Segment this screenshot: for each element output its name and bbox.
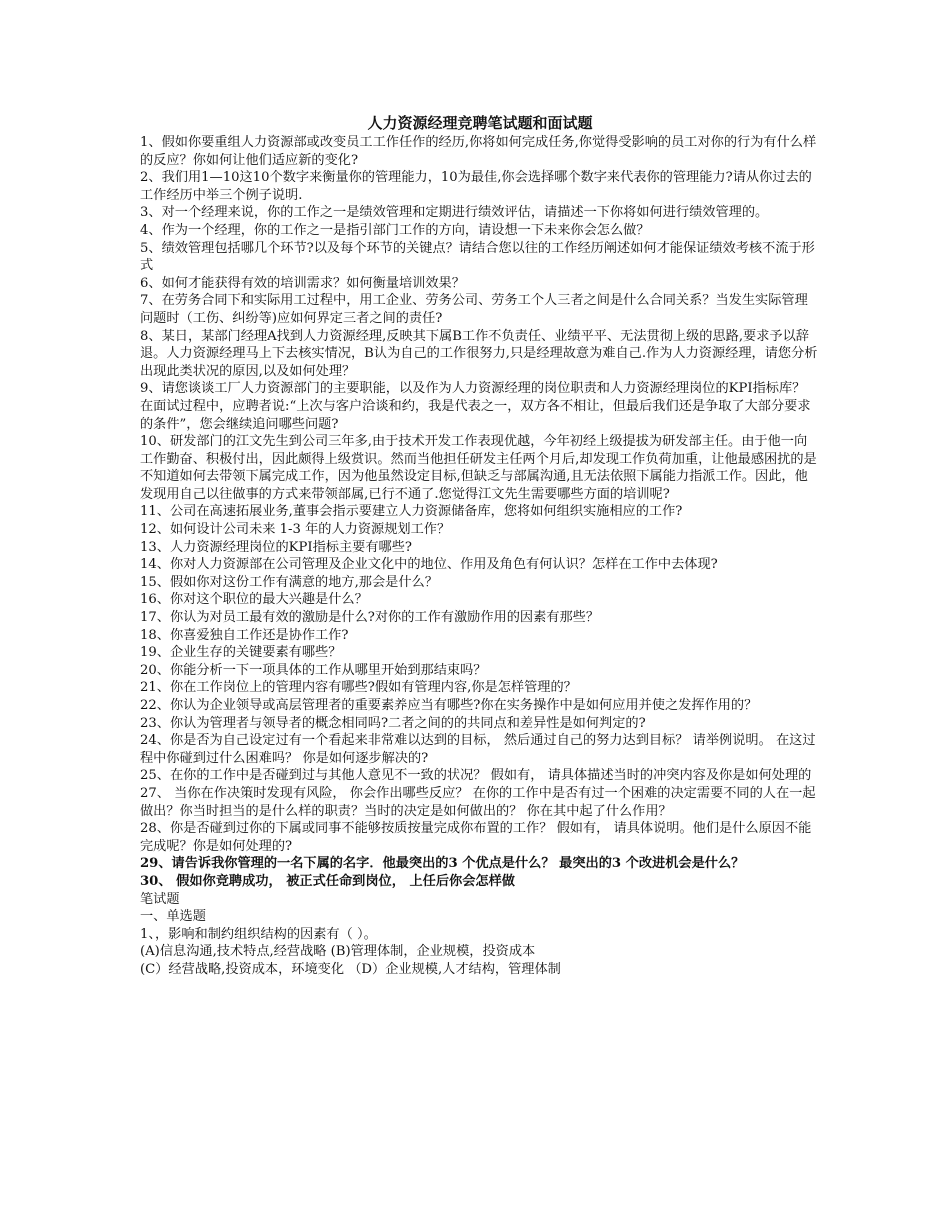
question-12: 12、如何设计公司未来 1-3 年的人力资源规划工作？ [140,522,451,538]
question-22: 22、你认为企业领导或高层管理者的重要素养应当有哪些?你在实务操作中是如何应用并使之发挥作用的？ [140,698,758,713]
question-23: 23、你认为管理者与领导者的概念相同吗?二者之间的的共同点和差异性是如何判定的? [140,715,646,731]
question-13: 13、人力资源经理岗位的KPI指标主要有哪些? [140,539,412,555]
document-title: 人力资源经理竞聘笔试题和面试题 [367,114,593,132]
choice-options-cd: (C）经营战略,投资成本，环境变化 （D）企业规模,人才结构，管理体制 [140,961,561,977]
question-10: 10、研发部门的江文先生到公司三年多,由于技术开发工作表现优越，今年初经上级提拔为研发部主任。由于他一向工作勤奋、积极付出，因此颇得上级赏识。然而当他担任研发主任两个月后,却发现工作负荷加重，让他最感困扰的是不知道如何去带领下属完成工作，因为他虽然设定目标,但缺乏与部属沟通,且无法依照下属能力指派工作。因此，他发现用自己以往做事的方式来带领部属,已行不通了.您觉得江文先生需要哪些方面的培训呢? [140,434,817,502]
question-3: 3、对一个经理来说，你的工作之一是绩效管理和定期进行绩效评估，请描述一下你将如何进行绩效管理的。 [140,205,769,221]
question-6: 6、如何才能获得有效的培训需求？如何衡量培训效果？ [140,275,465,291]
question-19: 19、企业生存的关键要素有哪些？ [140,645,342,661]
interview-followup: 在面试过程中，应聘者说:“上次与客户洽谈和约，我是代表之一，双方各不相让，但最后我们还是争取了大部分要求的条件”，您会继续追问哪些问题? [140,398,811,432]
question-15: 15、假如你对这份工作有满意的地方,那会是什么？ [140,574,438,590]
question-27: 27、 当你在作决策时发现有风险， 你会作出哪些反应？ 在你的工作中是否有过一个困难的决定需要不同的人在一起做出？你当时担当的是什么样的职责？当时的决定是如何做出的？ 你在其中起了什么作用？ [140,785,816,819]
question-25: 25、在你的工作中是否碰到过与其他人意见不一致的状况？ 假如有， 请具体描述当时的冲突内容及你是如何处理的 [140,768,812,784]
question-21: 21、你在工作岗位上的管理内容有哪些?假如有管理内容,你是怎样管理的？ [140,680,577,696]
question-8: 8、某日，某部门经理A找到人力资源经理,反映其下属B工作不负责任、业绩平平、无法贯彻上级的思路,要求予以辞退。人力资源经理马上下去核实情况，B认为自己的工作很努力,只是经理故意为难自己.作为人力资源经理，请您分析出现此类状况的原因,以及如何处理？ [140,328,818,379]
choice-question-1: 1、，影响和制约组织结构的因素有（ ）。 [140,926,377,942]
section-single-choice: 一、单选题 [140,909,206,925]
question-7: 7、在劳务合同下和实际用工过程中，用工企业、劳务公司、劳务工个人三者之间是什么合同关系？当发生实际管理问题时（工伤、纠纷等)应如何界定三者之间的责任? [140,293,808,326]
question-11: 11、公司在高速拓展业务,董事会指示要建立人力资源储备库，您将如何组织实施相应的工作? [140,504,683,520]
question-4: 4、作为一个经理，你的工作之一是指引部门工作的方向，请设想一下未来你会怎么做？ [140,222,650,238]
question-14: 14、你对人力资源部在公司管理及企业文化中的地位、作用及角色有何认识？怎样在工作中去体现? [140,557,718,573]
question-29: 29、请告诉我你管理的一名下属的名字．他最突出的3 个优点是什么？ 最突出的3 个改进机会是什么？ [140,856,745,872]
document-page [140,112,820,979]
question-28: 28、你是否碰到过你的下属或同事不能够按质按量完成你布置的工作？ 假如有， 请具体说明。他们是什么原因不能完成呢？你是如何处理的? [140,821,812,854]
question-30: 30、 假如你竞聘成功， 被正式任命到岗位， 上任后你会怎样做 [140,873,515,889]
question-9: 9、请您谈谈工厂人力资源部门的主要职能，以及作为人力资源经理的岗位职责和人力资源经理岗位的KPI指标库？ [140,381,806,397]
question-1: 1、假如你要重组人力资源部或改变员工工作任作的经历,你将如何完成任务,你觉得受影响的员工对你的行为有什么样的反应？你如何让他们适应新的变化? [140,135,817,168]
question-16: 16、你对这个职位的最大兴趣是什么？ [140,592,368,608]
question-2: 2、我们用1—10这10个数字来衡量你的管理能力，10为最佳,你会选择哪个数字来代表你的管理能力?请从你过去的工作经历中举三个例子说明. [140,170,812,203]
question-18: 18、你喜爱独自工作还是协作工作? [140,627,349,643]
question-20: 20、你能分析一下一项具体的工作从哪里开始到那结束吗？ [140,662,487,678]
question-24: 24、你是否为自己设定过有一个看起来非常难以达到的目标， 然后通过自己的努力达到目标？ 请举例说明。 在这过程中你碰到过什么困难吗？ 你是如何逐步解决的? [140,733,816,766]
question-17: 17、你认为对员工最有效的激励是什么?对你的工作有激励作用的因素有那些？ [140,610,600,626]
question-5: 5、绩效管理包括哪几个环节?以及每个环节的关键点？请结合您以往的工作经历阐述如何才能保证绩效考核不流于形式 [140,240,815,274]
choice-options-ab: (A)信息沟通,技术特点,经营战略 (B)管理体制，企业规模，投资成本 [140,944,536,960]
section-written-test: 笔试题 [140,891,180,907]
